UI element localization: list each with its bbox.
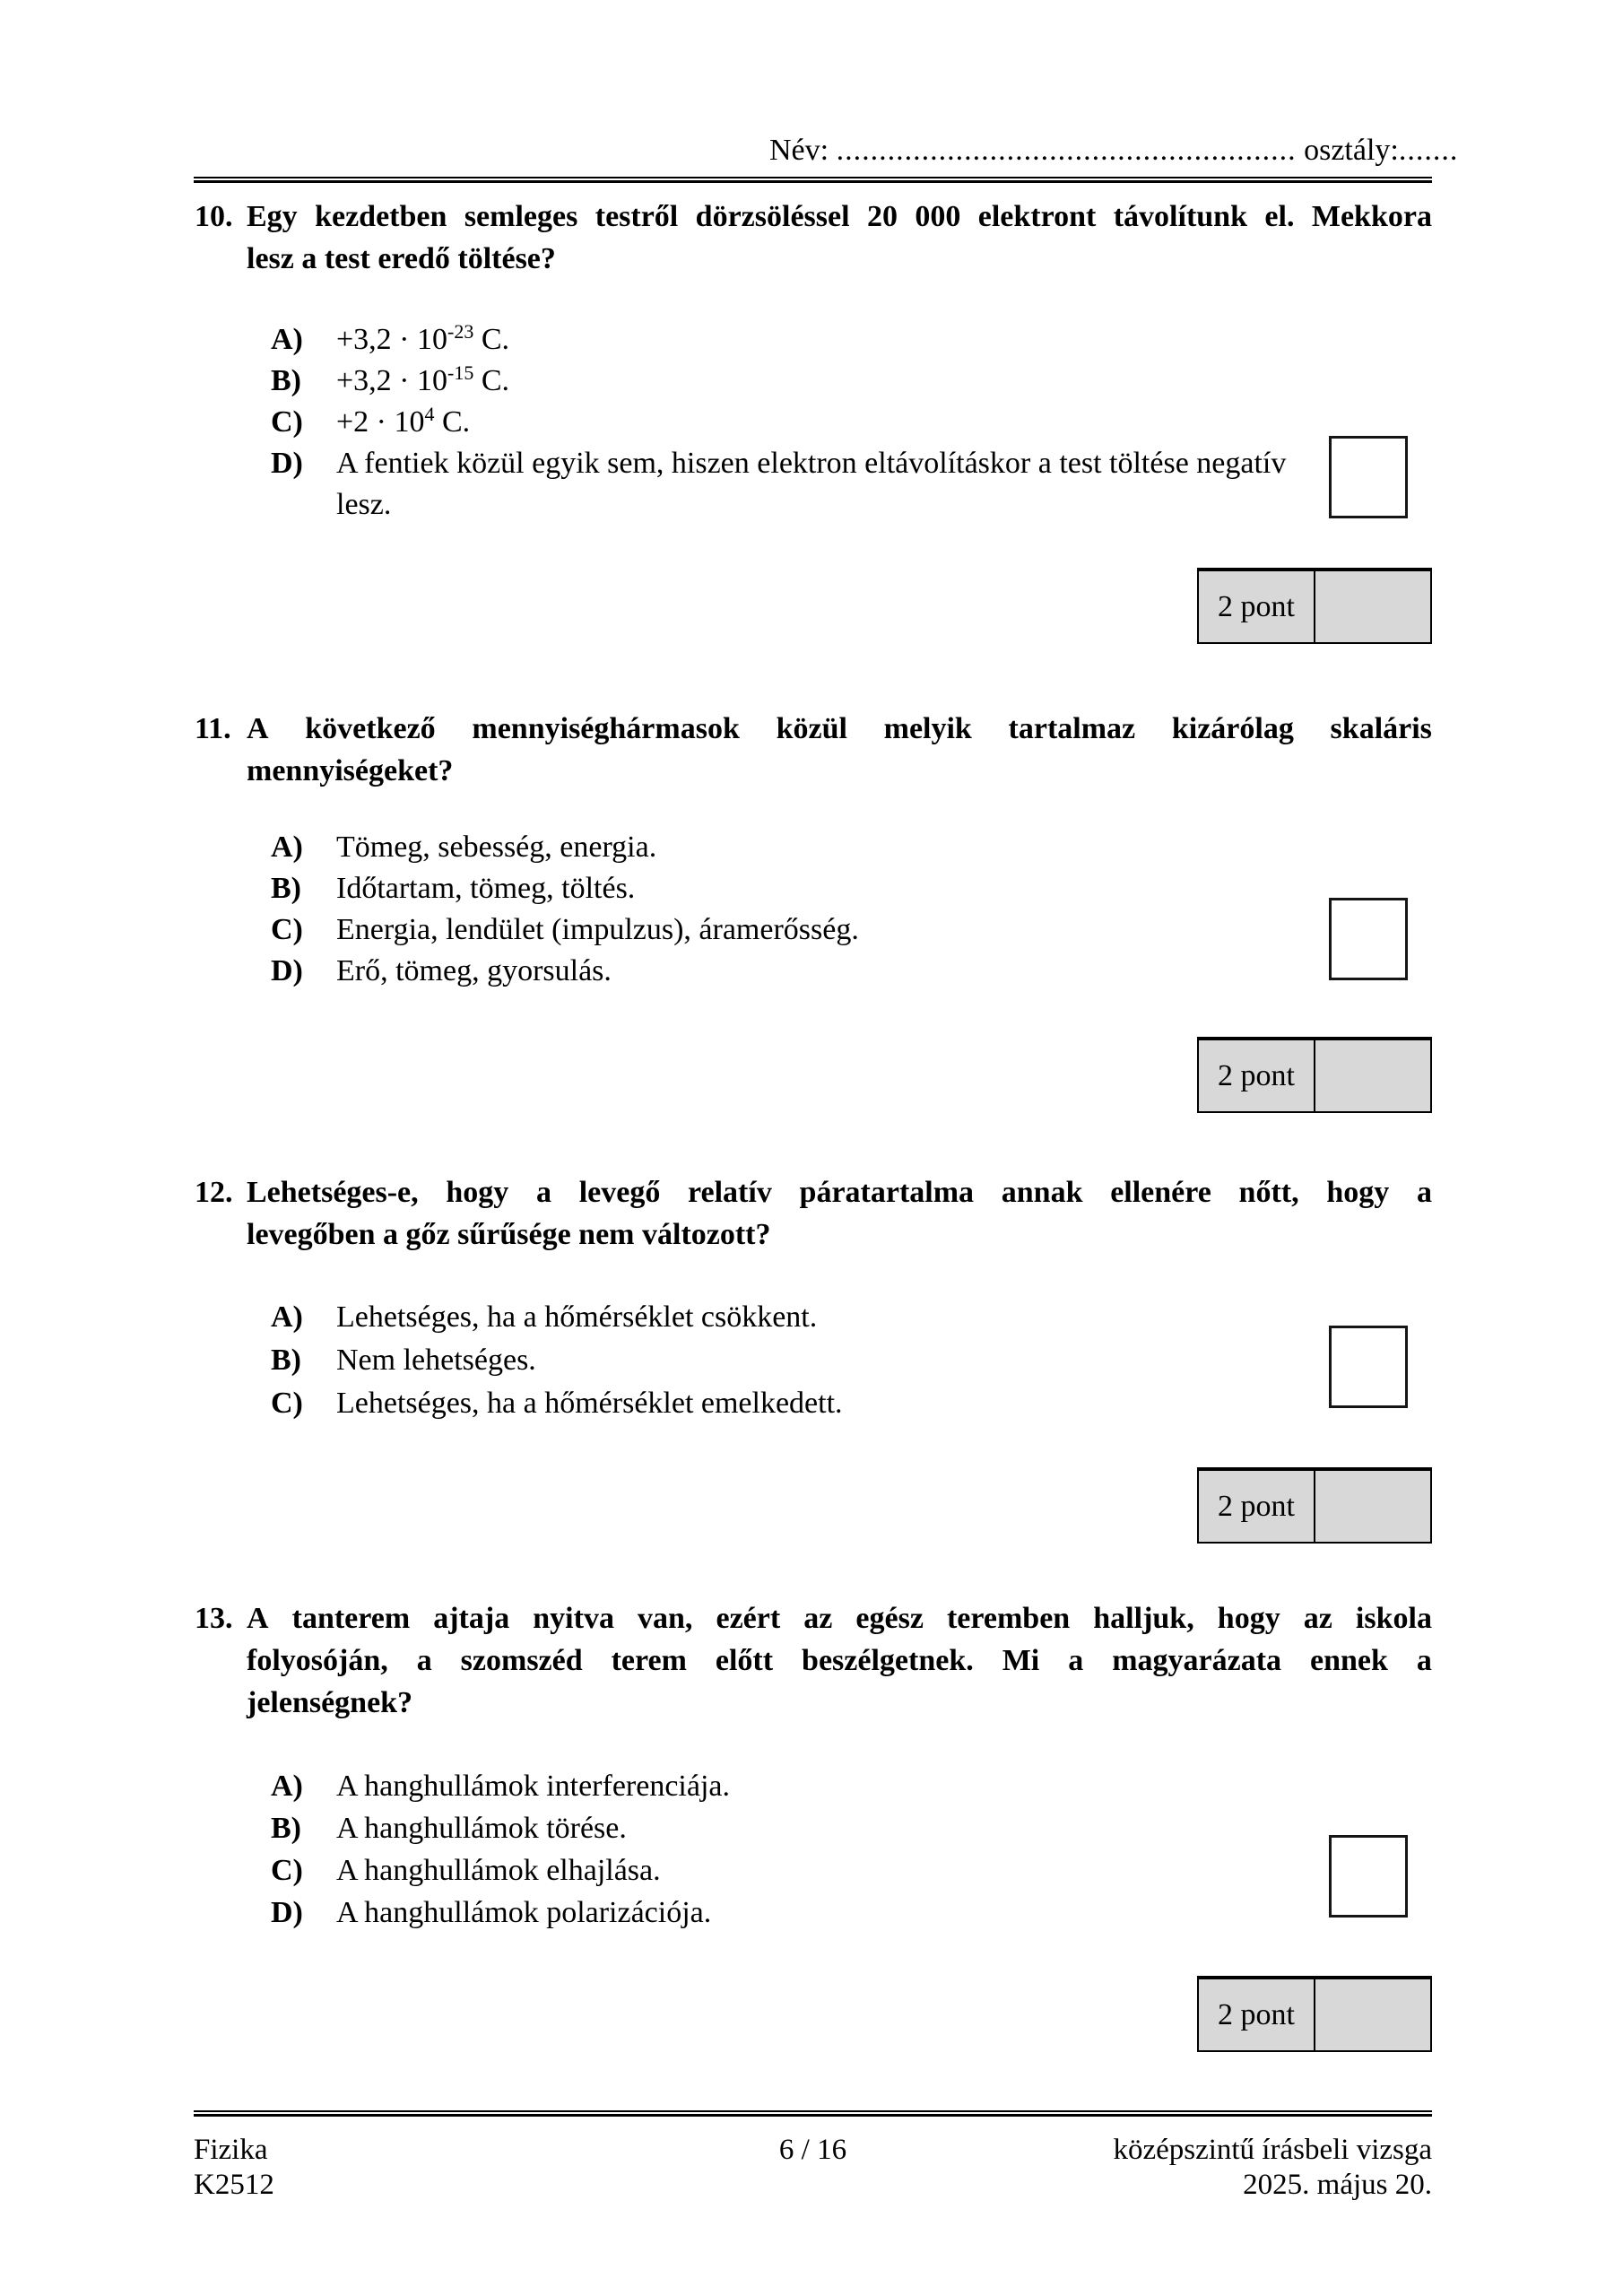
option-text-suffix: C. (434, 405, 471, 439)
option-text-base: +3,2 · 10 (336, 323, 447, 356)
question-12-option-a (271, 1297, 1287, 1338)
option-text-superscript: 4 (424, 403, 435, 425)
question-10-option-a (271, 319, 1287, 363)
question-10-option-d (271, 443, 1287, 526)
points-label: 2 pont (1199, 1040, 1315, 1111)
option-text (336, 402, 1287, 446)
option-text (336, 361, 1287, 404)
name-label: Név: (769, 134, 837, 167)
question-12-option-b (271, 1340, 1287, 1381)
footer-page-number: 6 / 16 (778, 2134, 847, 2166)
question-13-option-b (271, 1808, 1287, 1849)
points-score-cell[interactable] (1315, 571, 1430, 642)
points-label: 2 pont (1199, 1471, 1315, 1542)
option-letter: A) (271, 831, 303, 864)
footer-right (1113, 2133, 1432, 2203)
question-12-line-2: levegőben a gőz sűrűsége nem változott? (247, 1218, 771, 1251)
footer-code: K2512 (194, 2169, 274, 2201)
header-rule (194, 177, 1432, 183)
option-letter: B) (271, 364, 301, 397)
option-text: A hanghullámok elhajlása. (336, 1854, 661, 1887)
option-text: A fentiek közül egyik sem, hiszen elektron eltávolításkor a test töltése negatív lesz. (336, 447, 1287, 521)
option-letter: D) (271, 447, 303, 480)
question-10-line-2: lesz a test eredő töltése? (247, 242, 556, 275)
option-text-base: +3,2 · 10 (336, 364, 447, 397)
footer-date: 2025. május 20. (1243, 2169, 1432, 2201)
question-11-option-a (271, 827, 1287, 868)
question-10-points-box (1197, 568, 1432, 644)
question-13-number: 13. (195, 1602, 233, 1635)
question-10-number: 10. (195, 200, 233, 233)
option-text: Nem lehetséges. (336, 1344, 536, 1377)
option-text-superscript: -23 (447, 320, 474, 343)
question-11-number: 11. (195, 712, 231, 745)
question-13-line-2: folyosóján, a szomszéd terem előtt beszélgetnek. Mi a magyarázata ennek a (247, 1644, 1432, 1677)
question-12-line-1: Lehetséges-e, hogy a levegő relatív páratartalma annak ellenére nőtt, hogy a (247, 1176, 1432, 1209)
question-13-text (247, 1597, 1432, 1724)
option-letter: A) (271, 1770, 303, 1803)
footer-subject: Fizika (194, 2134, 268, 2166)
question-10-option-b (271, 361, 1287, 404)
question-12-option-c (271, 1383, 1287, 1424)
points-label: 2 pont (1199, 1979, 1315, 2050)
question-12-number: 12. (195, 1176, 233, 1209)
option-text: Időtartam, tömeg, töltés. (336, 872, 636, 905)
question-10-line-1: Egy kezdetben semleges testről dörzsöléssel 20 000 elektront távolítunk el. Mekkora (247, 200, 1432, 233)
class-field[interactable]: ....... (1398, 134, 1459, 167)
option-text: Energia, lendület (impulzus), áramerősség. (336, 913, 859, 946)
option-letter: C) (271, 1854, 303, 1887)
question-11-option-c (271, 909, 1287, 951)
class-label: osztály: (1296, 134, 1399, 167)
option-text: Erő, tömeg, gyorsulás. (336, 954, 612, 987)
points-label: 2 pont (1199, 571, 1315, 642)
option-letter: B) (271, 1344, 301, 1377)
points-score-cell[interactable] (1315, 1040, 1430, 1111)
footer-rule (194, 2110, 1432, 2117)
option-letter: B) (271, 872, 301, 905)
question-13-points-box (1197, 1976, 1432, 2052)
option-text: Lehetséges, ha a hőmérséklet emelkedett. (336, 1387, 843, 1420)
points-score-cell[interactable] (1315, 1471, 1430, 1542)
question-11-option-d (271, 951, 1287, 992)
option-text: Lehetséges, ha a hőmérséklet csökkent. (336, 1300, 818, 1334)
option-text (336, 319, 1287, 363)
option-text-suffix: C. (473, 364, 510, 397)
option-text: A hanghullámok polarizációja. (336, 1896, 712, 1929)
question-12-text (247, 1171, 1432, 1256)
option-text: Tömeg, sebesség, energia. (336, 831, 657, 864)
option-text: A hanghullámok interferenciája. (336, 1770, 730, 1803)
question-11-line-1: A következő mennyiséghármasok közül melyik tartalmaz kizárólag skaláris (247, 712, 1432, 745)
name-field[interactable]: ...................................................... (836, 134, 1297, 167)
question-13-line-1: A tanterem ajtaja nyitva van, ezért az egész teremben halljuk, hogy az iskola (247, 1602, 1432, 1635)
question-10-option-c (271, 402, 1287, 446)
option-letter: B) (271, 1812, 301, 1845)
question-13-option-a (271, 1766, 1287, 1807)
option-text-suffix: C. (473, 323, 510, 356)
question-10-answer-box[interactable] (1329, 436, 1408, 518)
option-text-superscript: -15 (447, 361, 474, 384)
option-letter: C) (271, 913, 303, 946)
option-text: A hanghullámok törése. (336, 1812, 627, 1845)
question-11-text (247, 708, 1432, 792)
option-letter: D) (271, 954, 303, 987)
question-11-line-2: mennyiségeket? (247, 754, 454, 787)
question-13-option-c (271, 1850, 1287, 1892)
question-10-text (247, 196, 1432, 280)
question-11-points-box (1197, 1037, 1432, 1113)
option-letter: C) (271, 405, 303, 439)
question-11-answer-box[interactable] (1329, 898, 1408, 980)
option-letter: C) (271, 1387, 303, 1420)
option-letter: A) (271, 1300, 303, 1334)
question-13-line-3: jelenségnek? (247, 1686, 413, 1719)
option-letter: A) (271, 323, 303, 356)
footer-exam-level: középszintű írásbeli vizsga (1113, 2134, 1432, 2166)
option-text-base: +2 · 10 (336, 405, 425, 439)
question-13-option-d (271, 1892, 1287, 1934)
question-13-answer-box[interactable] (1329, 1835, 1408, 1918)
question-11-option-b (271, 868, 1287, 909)
option-letter: D) (271, 1896, 303, 1929)
name-class-row (769, 131, 1458, 170)
question-12-points-box (1197, 1467, 1432, 1544)
points-score-cell[interactable] (1315, 1979, 1430, 2050)
question-12-answer-box[interactable] (1329, 1326, 1408, 1408)
